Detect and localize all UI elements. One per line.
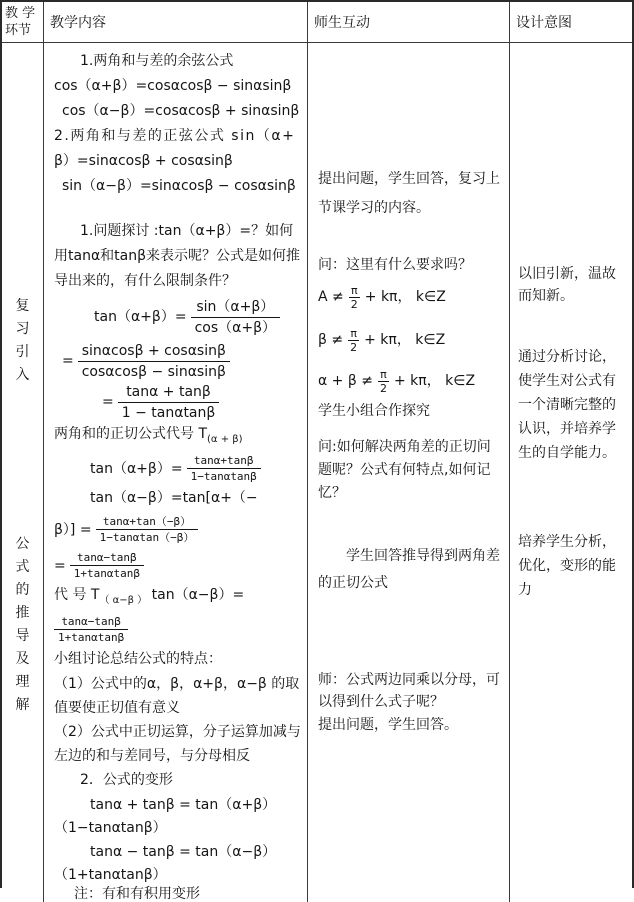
header-interaction: [308, 2, 510, 43]
cos-diff-formula: cos（α−β）=cosαcosβ + sinαsinβ: [62, 103, 300, 119]
cosine-formula-title: 1.两角和与差的余弦公式: [80, 53, 234, 69]
cond-ab-lead: α + β ≠: [318, 373, 373, 389]
transform-1b: （1−tanαtanβ）: [54, 819, 167, 836]
tan-diff-lead: β）] =: [54, 521, 92, 538]
cond-ab-tail: + kπ， k∈Z: [393, 373, 476, 389]
intent-old-to-new: 以旧引新，温故而知新。: [518, 266, 616, 304]
tan-sum-lead: tan（α+β）=: [90, 460, 183, 477]
transform-title: 2．公式的变形: [80, 771, 173, 788]
stage-derivation-label: 公式的推导及理解: [15, 536, 30, 713]
cond-b-lead: β ≠: [318, 332, 344, 348]
cond-a-frac: π 2: [350, 283, 358, 311]
interaction-teacher-multiply: 师：公式两边同乘以分母，可以得到什么式子呢？: [318, 672, 500, 710]
tan-def-lead: tan（α+β）=: [94, 309, 187, 325]
header-content-label: 教学内容: [50, 15, 106, 31]
diff-result-standalone-fraction: [54, 613, 302, 647]
tan-result-lead: =: [102, 394, 114, 410]
sine-diff-formula: sin（α−β）=sinαcosβ − cosαsinβ: [62, 178, 296, 194]
diff-code-subscript: （ α−β ）: [99, 594, 148, 606]
interaction-question-diff: 问:如何解决两角差的正切问题呢？公式有何特点,如何记忆？: [318, 439, 491, 501]
diff-formula-code: [54, 583, 302, 613]
tan-result-fraction: [102, 382, 302, 422]
content-column: [44, 43, 308, 902]
header-intent-label: 设计意图: [516, 15, 572, 31]
stage-review-label: 复习引入: [15, 298, 30, 383]
header-design-intent: [510, 2, 632, 43]
sine-sum-formula: β）=sinαcosβ + cosαsinβ: [54, 153, 233, 169]
header-teaching-content: [44, 2, 308, 43]
tan-def-frac: $\frac{\sin(\alpha+\beta)}{\cos(\alpha+\beta)}$: [191, 297, 280, 338]
sum-code-text: 两角和的正切公式代号 T: [54, 426, 208, 442]
cond-b-tail: + kπ， k∈Z: [364, 332, 446, 348]
cond-b-frac: π 2: [350, 326, 358, 354]
tan-result-frac: $\frac{\tan\alpha + \tan\beta}{1 - \tan\alpha\tan\beta}$: [118, 382, 220, 423]
tan-diff-fraction: [54, 511, 302, 549]
cond-a-lead: A ≠: [318, 289, 344, 305]
diff-code-text: 代 号 T: [54, 586, 100, 603]
stage-column: [2, 43, 44, 902]
tan-expand-lead: =: [62, 353, 74, 369]
sum-formula-code: [54, 422, 302, 452]
cond-a-tail: + kπ， k∈Z: [364, 289, 446, 305]
tan-sum-compact-fraction: [90, 452, 302, 486]
sum-code-subscript: (α + β): [207, 433, 243, 445]
interaction-ask-answer: 提出问题，学生回答。: [318, 717, 458, 733]
header-interaction-label: 师生互动: [314, 15, 370, 31]
header-teaching-stage: [2, 2, 44, 43]
condition-beta: [318, 320, 501, 360]
interaction-question-requirement: 问：这里有什么要求吗？: [318, 257, 472, 273]
cond-ab-frac: π 2: [379, 367, 387, 395]
transform-note: 注：有和有积用变形: [74, 885, 200, 902]
intent-cultivate: 培养学生分析，优化，变形的能力: [518, 534, 616, 598]
tan-diff-result-fraction: [54, 549, 302, 583]
tan-expand-frac: $\frac{\sin\alpha\cos\beta + \cos\alpha\sin\beta}{\cos\alpha\cos\beta - \sin\alpha\sin\beta}$: [78, 341, 230, 382]
sine-formula-title: 2.两角和与差的正弦公式 sin（α+: [54, 128, 296, 144]
transform-2b: （1+tanαtanβ）: [54, 866, 167, 883]
tan-sum-frac: $\frac{\tan\alpha+\tan\beta}{1-\tan\alpha\tan\beta}$: [187, 453, 261, 484]
tan-diff2-frac: $\frac{\tan\alpha-\tan\beta}{1+\tan\alpha\tan\beta}$: [70, 550, 144, 581]
transform-1: tanα + tanβ = tan（α+β）: [90, 796, 277, 813]
tan-definition-fraction: [94, 294, 302, 340]
interaction-group-explore: 学生小组合作探究: [318, 403, 430, 419]
header-stage-line1: 教 学: [5, 6, 36, 21]
interaction-column: [308, 43, 510, 902]
tan-expand-fraction: [62, 340, 302, 382]
header-stage-line2: 环节: [5, 23, 32, 38]
transform-2: tanα − tanβ = tan（α−β）: [90, 843, 277, 860]
tan-diff2-lead: =: [54, 557, 66, 574]
interaction-student-answer: 学生回答推导得到两角差的正切公式: [318, 548, 500, 591]
condition-alpha: [318, 277, 501, 317]
intent-analysis: 通过分析讨论，使学生对公式有一个清晰完整的认识，并培养学生的自学能力。: [518, 349, 616, 461]
tan-diff-start: tan（α−β）=tan[α+（−: [90, 489, 258, 506]
interaction-ask-review: 提出问题，学生回答，复习上节课学习的内容。: [318, 171, 500, 216]
intent-column: [510, 43, 632, 902]
diff-result-frac: tanα−tanβ 1+tanαtanβ: [54, 614, 128, 645]
condition-alpha-plus-beta: [318, 361, 501, 401]
cos-sum-formula: cos（α+β）=cosαcosβ − sinαsinβ: [54, 78, 292, 94]
tan-diff-frac: $\frac{\tan\alpha+\tan(-\beta)}{1-\tan\alpha\tan(-\beta)}$: [96, 514, 199, 545]
features-title: 小组讨论总结公式的特点：: [54, 650, 222, 667]
feature-2: （2）公式中正切运算，分子运算加减与左边的和与差同号，与分母相反: [54, 723, 301, 764]
diff-code-equation: tan（α−β）=: [151, 586, 245, 603]
feature-1: （1）公式中的α，β，α+β，α−β 的取值要使正切值有意义: [54, 675, 300, 716]
explore-question: 1.问题探讨 :tan（α+β）=？如何用tanα和tanβ来表示呢？公式是如何推导出来的，有什么限制条件？: [54, 223, 301, 289]
